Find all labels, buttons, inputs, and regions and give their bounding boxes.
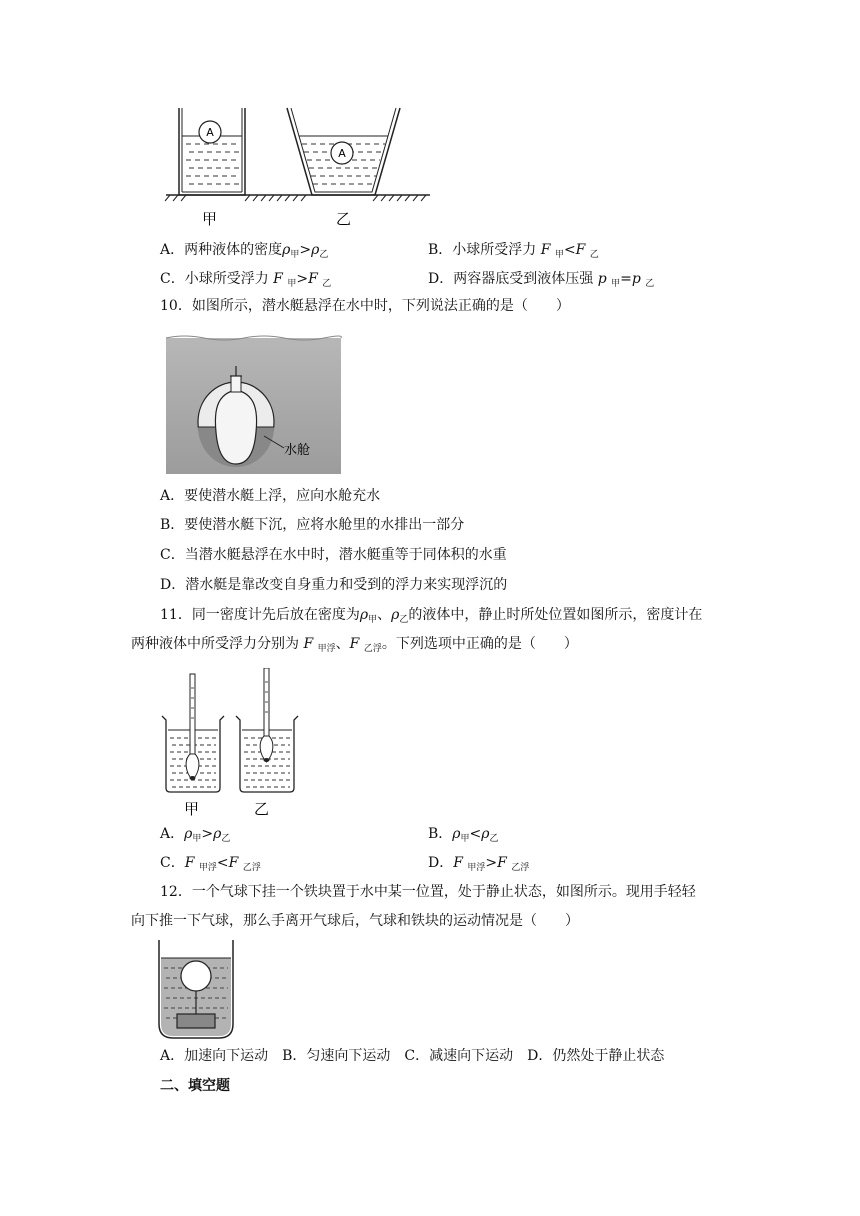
q10-option-c: C．当潜水艇悬浮在水中时，潜水艇重等于同体积的水重 xyxy=(160,547,507,563)
q10-tank-label: 水舱 xyxy=(284,443,311,458)
q9-figure xyxy=(162,100,437,230)
q12-figure xyxy=(156,940,236,1040)
q9-option-a: A．两种液体的密度$\rho_甲>\rho_乙$ xyxy=(160,242,329,260)
q9-option-d: D．两容器底受到液体压强 p $_甲$=p $_乙$ xyxy=(428,271,655,289)
q9-ball-label-left: A xyxy=(206,126,214,139)
q10-option-d: D．潜水艇是靠改变自身重力和受到的浮力来实现浮沉的 xyxy=(160,577,508,593)
q11-option-d: D．F $_{甲浮}$>F $_{乙浮}$ xyxy=(428,855,530,873)
q12-stem-line1: 12．一个气球下挂一个铁块置于水中某一位置，处于静止状态，如图所示。现用手轻轻 xyxy=(160,884,696,900)
section-title-fill-blank: 二、填空题 xyxy=(160,1078,230,1094)
q11-figure xyxy=(158,668,308,820)
q9-option-c: C．小球所受浮力 F $_甲$>F $_乙$ xyxy=(160,271,332,289)
q11-option-b: B．$\rho_甲<\rho_乙$ xyxy=(428,826,499,844)
q11-option-c: C．F $_{甲浮}$<F $_{乙浮}$ xyxy=(160,855,261,873)
q10-stem: 10．如图所示，潜水艇悬浮在水中时，下列说法正确的是（ ） xyxy=(160,298,570,314)
q11-stem-line2: 两种液体中所受浮力分别为 F $_{甲浮}$、F $_{乙浮}$。下列选项中正确的是（ ） xyxy=(131,636,578,654)
q9-option-b: B．小球所受浮力 F $_甲$<F $_乙$ xyxy=(428,242,599,260)
q12-stem-line2: 向下推一下气球，那么手离开气球后，气球和铁块的运动情况是（ ） xyxy=(131,913,579,929)
q11-stem-line1: 11．同一密度计先后放在密度为$\rho_甲$、$\rho_乙$的液体中，静止时所处位置如图所示，密度计在 xyxy=(160,607,703,625)
q11-label-jia: 甲 xyxy=(184,800,200,818)
q9-label-jia: 甲 xyxy=(202,210,218,228)
q10-option-b: B．要使潜水艇下沉，应将水舱里的水排出一部分 xyxy=(160,517,465,533)
q9-label-yi: 乙 xyxy=(336,210,352,228)
q9-ball-label-right: A xyxy=(338,147,346,160)
q11-option-a: A．$\rho_甲>\rho_乙$ xyxy=(160,826,231,844)
q12-options: A．加速向下运动 B．匀速向下运动 C．减速向下运动 D．仍然处于静止状态 xyxy=(160,1048,665,1064)
q11-label-yi: 乙 xyxy=(254,800,270,818)
q10-figure xyxy=(164,332,344,477)
q10-option-a: A．要使潜水艇上浮，应向水舱充水 xyxy=(160,488,381,504)
